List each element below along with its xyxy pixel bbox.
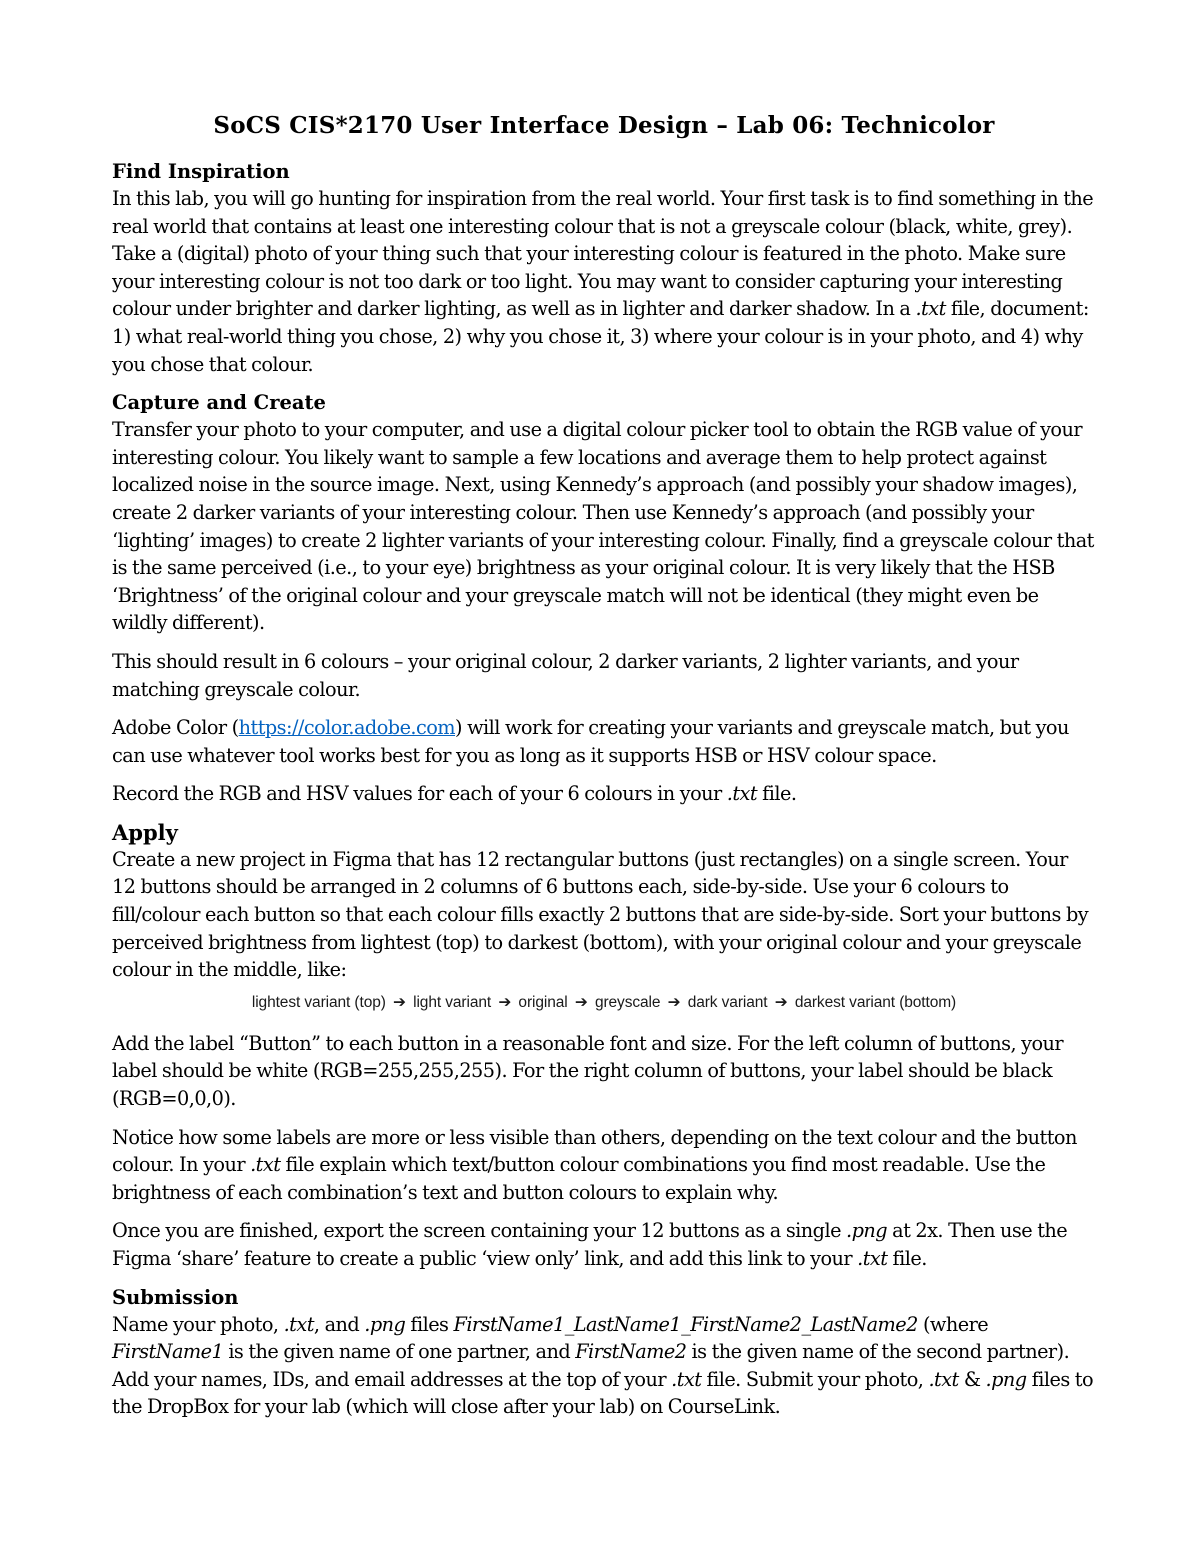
section-apply [112,819,1096,1273]
section-submission [112,1284,1096,1421]
png-extension: .png [846,1219,888,1243]
flow-item: lightest variant (top) [251,993,386,1011]
apply-paragraph-4 [112,1217,1096,1272]
section-find-inspiration [112,158,1096,378]
text-segment: Record the RGB and HSV values for each of your 6 colours in your [112,782,727,806]
text-segment: at 2x. Then use the Figma ‘share’ feature to create a public ‘view only’ link, and add this link to your [112,1219,1068,1270]
text-segment: (where [917,1312,989,1336]
txt-extension: .txt [726,782,758,806]
txt-extension: .txt [857,1247,888,1270]
text-segment: In this lab, you will go hunting for inspiration from the real world. Your first task is to find something in the real world that contains at least one interesting colour that is not a greyscale colour (black, white, grey). Take a (digital) photo of your thing such that your interesting colour is featured in the photo. Make sure your interesting colour is not too dark or too light. You may want to consider capturing your interesting colour under brighter and darker lighting, as well as in lighter and darker shadow. In a [112,187,1094,321]
document-page [112,110,1096,1432]
text-segment: file, document: 1) what real-world thing you chose, 2) why you chose it, 3) where your colour is in your photo, and 4) why you chose that colour. [112,297,1089,376]
text-segment: file. [757,782,797,806]
text-segment: file. Submit your photo, [701,1367,929,1391]
arrow-right-icon: ➔ [393,993,406,1011]
txt-extension: .txt [250,1153,281,1177]
capture-create-paragraph-3 [112,714,1096,769]
heading-apply: Apply [112,819,178,845]
apply-paragraph-2: Add the label “Button” to each button in a reasonable font and size. For the left column of buttons, your label should be white (RGB=255,255,255). For the right column of buttons, your label should be black (RGB=0,0,0). [112,1031,1064,1111]
text-segment: is the given name of one partner, and [223,1340,576,1364]
heading-find-inspiration: Find Inspiration [112,160,290,183]
flow-item: darkest variant (bottom) [794,993,957,1011]
arrow-right-icon: ➔ [774,993,788,1011]
text-segment: is the given name of the second partner). Add your names, IDs, and email addresses at the top of your [112,1340,1070,1391]
png-extension: .png [364,1312,406,1336]
txt-extension: .txt [283,1312,314,1336]
arrow-right-icon: ➔ [574,993,588,1011]
firstname2-term: FirstName2 [575,1340,687,1364]
apply-paragraph-3 [112,1124,1096,1207]
capture-create-paragraph-1: Transfer your photo to your computer, and use a digital colour picker tool to obtain the RGB value of your interesting colour. You likely want to sample a few locations and average them to help protect against localized noise in the source image. Next, using Kennedy’s approach (and possibly your shadow images), create 2 darker variants of your interesting colour. Then use Kennedy’s approach (and possibly your ‘lighting’ images) to create 2 lighter variants of your interesting colour. Finally, find a greyscale colour that is the same perceived (i.e., to your eye) brightness as your original colour. It is very likely that the HSB ‘Brightness’ of the original colour and your greyscale match will not be identical (they might even be wildly different). [112,418,1094,635]
text-segment: Once you are finished, export the screen containing your 12 buttons as a single [112,1219,847,1243]
text-segment: & [958,1367,986,1391]
adobe-color-link[interactable]: https://color.adobe.com [238,716,456,740]
text-segment: files to the DropBox for your lab (which will close after your lab) on CourseLink. [112,1367,1094,1419]
txt-extension: .txt [928,1367,959,1391]
text-segment: file explain which text/button colour combinations you find most readable. Use the brightness of each combination’s text and button colours to explain why. [112,1153,1046,1204]
arrow-right-icon: ➔ [667,993,681,1011]
flow-item: dark variant [687,993,768,1011]
firstname1-term: FirstName1 [112,1340,224,1364]
heading-submission: Submission [112,1285,239,1309]
flow-item: light variant [413,993,492,1011]
flow-item: original [518,993,568,1011]
capture-create-paragraph-4 [112,780,1096,808]
text-segment: file. [887,1247,927,1270]
text-segment: Name your photo, [112,1312,284,1336]
text-segment: , and [313,1312,365,1336]
text-segment: ) will work for creating your variants and greyscale match, but you can use whatever tool works best for you as long as it supports HSB or HSV colour space. [112,716,1069,767]
submission-paragraph [112,1311,1096,1421]
document-title: SoCS CIS*2170 User Interface Design – Lab 06: Technicolor [213,112,995,139]
txt-extension: .txt [915,297,946,321]
text-segment: files [405,1312,454,1336]
section-capture-create [112,389,1096,808]
arrow-right-icon: ➔ [498,993,512,1011]
png-extension: .png [985,1367,1027,1391]
capture-create-paragraph-2: This should result in 6 colours – your original colour, 2 darker variants, 2 lighter variants, and your matching greyscale colour. [112,649,1019,701]
text-segment: Adobe Color ( [112,716,239,740]
flow-item: greyscale [594,993,661,1011]
find-inspiration-paragraph [112,185,1096,378]
text-segment: Notice how some labels are more or less visible than others, depending on the text colour and the button colour. In your [112,1125,1077,1177]
txt-extension: .txt [671,1367,702,1391]
apply-paragraph-1: Create a new project in Figma that has 12 rectangular buttons (just rectangles) on a single screen. Your 12 buttons should be arranged in 2 columns of 6 buttons each, side-by-side. Use your 6 colours to fill/colour each button so that each colour fills exactly 2 buttons that are side-by-side. Sort your buttons by perceived brightness from lightest (top) to darkest (bottom), with your original colour and your greyscale colour in the middle, like: [112,847,1089,982]
filename-pattern: FirstName1_LastName1_FirstName2_LastName2 [453,1312,918,1336]
brightness-order-line [112,992,1096,1014]
heading-capture-create: Capture and Create [112,391,326,415]
